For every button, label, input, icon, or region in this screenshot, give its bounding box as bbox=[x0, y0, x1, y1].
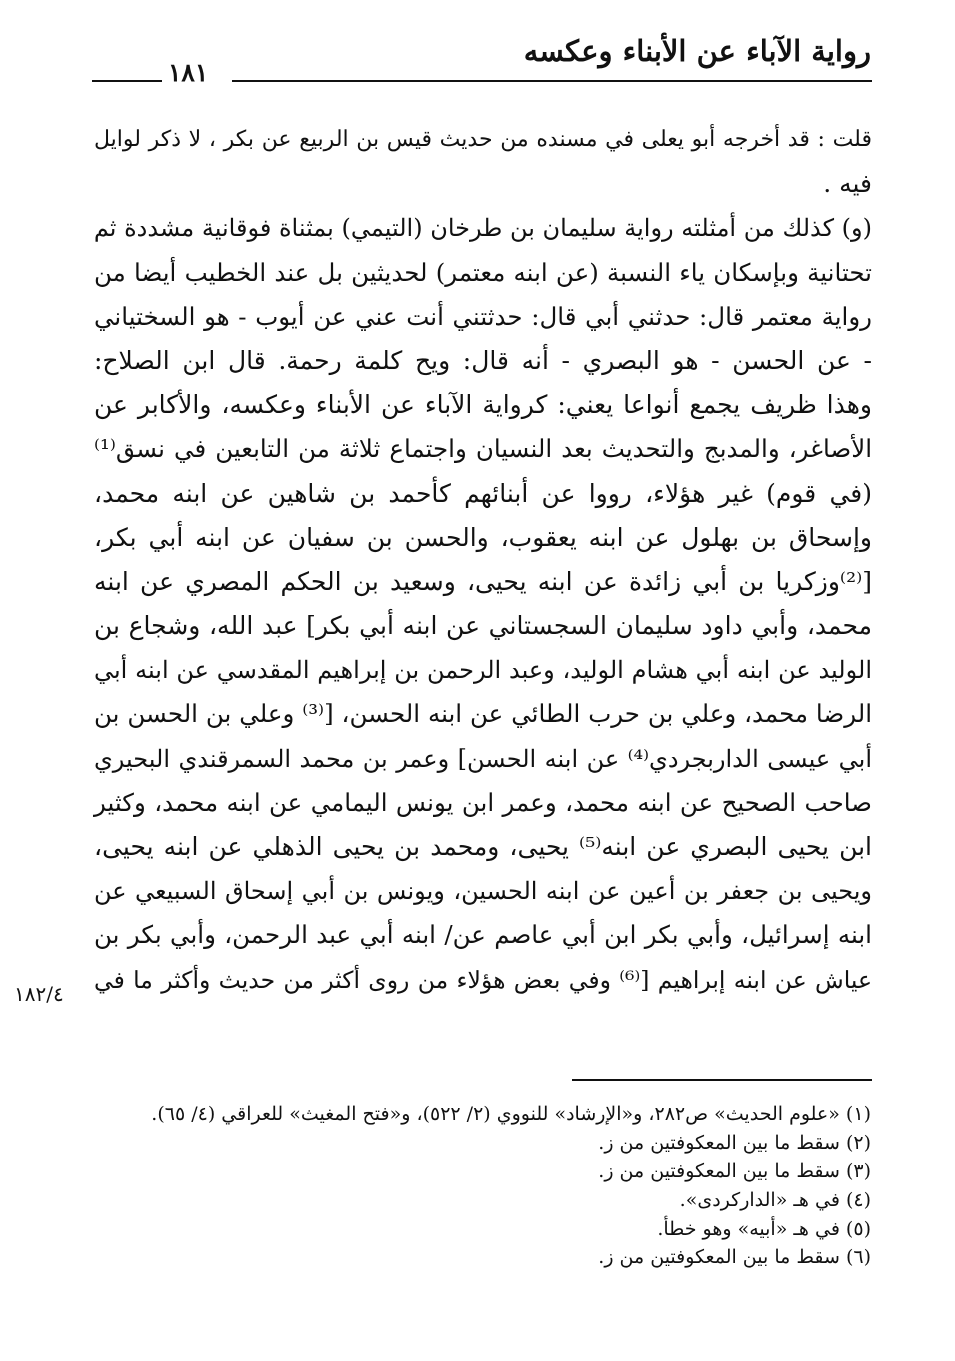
text-line: الوليد عن ابنه أبي هشام الوليد، وعبد الرحمن بن إبراهيم المقدسي عن ابنه أبي bbox=[94, 656, 872, 685]
footnote: (٢) سقط ما بين المعكوفتين من ز. bbox=[598, 1131, 871, 1154]
footnote: (٣) سقط ما بين المعكوفتين من ز. bbox=[598, 1160, 871, 1183]
text-line: (في قوم) غير هؤلاء، رووا عن أبنائهم كأحمد بن شاهين عن ابنه محمد، bbox=[94, 478, 872, 508]
text-line: رواية معتمر قال: حدثني أبي قال: حدثتني أنت عني عن أيوب - هو السختياني bbox=[94, 301, 872, 331]
text-line: عياش عن ابنه إبراهيم [⁽⁶⁾ وفي بعض هؤلاء من روى أكثر من حديث وأكثر ما في bbox=[94, 965, 872, 994]
footnotes bbox=[71, 1100, 871, 1272]
footnote: (٤) في هـ «الداركردى». bbox=[679, 1189, 871, 1212]
text-line: [⁽²⁾وزكريا بن أبي زائدة عن ابنه يحيى، وسعيد بن الحكم المصري عن ابنه bbox=[94, 566, 872, 596]
margin-reference: ١٨٢/٤ bbox=[14, 982, 64, 1006]
text-line: وإسحاق بن بهلول عن ابنه يعقوب، والحسن بن سفيان عن ابنه أبي بكر، bbox=[94, 522, 872, 552]
text-line: ابن يحيى البصري عن ابنه⁽⁵⁾ يحيى، ومحمد بن يحيى الذهلي عن ابنه يحيى، bbox=[94, 832, 872, 861]
text-line: أبي عيسى الداربجردي⁽⁴⁾ عن ابنه الحسن] وعمر بن محمد السمرقندي البحيري bbox=[94, 744, 873, 773]
footnote-separator bbox=[572, 1079, 872, 1081]
footnote: (١) «علوم الحديث» ص٢٨٢، و«الإرشاد» للنووي (٢/ ٥٢٢)، و«فتح المغيث» للعراقي (٤/ ٦٥). bbox=[151, 1103, 871, 1125]
text-line: فيه . bbox=[823, 169, 872, 199]
text-line: وهذا ظريف يجمع أنواعا يعني: كرواية الآباء عن الأبناء وعكسه، والأكابر عن bbox=[94, 390, 872, 420]
running-title: رواية الآباء عن الأبناء وعكسه bbox=[523, 34, 871, 68]
text-line: الرضا محمد، وعلي بن حرب الطائي عن ابنه الحسن، [⁽³⁾ وعلي بن الحسن بن bbox=[94, 699, 872, 729]
text-line: ابنه إسرائيل، وأبي بكر ابن أبي عاصم عن/ ابنه أبي عبد الرحمن، وأبي بكر بن bbox=[94, 920, 872, 950]
text-line: ويحيى بن جعفر بن أعين عن ابنه الحسين، ويونس بن أبي إسحاق السبيعي عن bbox=[94, 877, 872, 906]
text-line: الأصاغر، والمدبج والتحديث بعد النسيان واجتماع ثلاثة من التابعين في نسق⁽¹⁾ bbox=[94, 434, 872, 464]
header-rule-right bbox=[232, 80, 872, 82]
text-line: (و) كذلك من أمثلته رواية سليمان بن طرخان (التيمي) بمثناة فوقانية مشددة ثم bbox=[93, 214, 872, 243]
text-line: قلت : قد أخرجه أبو يعلى في مسنده من حديث قيس بن الربيع عن بكر ، لا ذكر لوايل bbox=[94, 127, 872, 152]
text-line: - عن الحسن - هو البصري - أنه قال: ويح كلمة رحمة. قال ابن الصلاح: bbox=[94, 345, 872, 375]
text-line: صاحب الصحيح عن ابنه محمد، وعمر ابن يونس اليمامي عن ابنه محمد، وكثير bbox=[94, 787, 872, 817]
text-line: محمد، وأبي داود سليمان السجستاني عن ابنه أبي بكر] عبد الله، وشجاع بن bbox=[94, 611, 872, 641]
header-rule-left bbox=[92, 80, 162, 82]
page-number: ١٨١ bbox=[168, 58, 209, 87]
main-text bbox=[94, 118, 872, 1002]
text-line: تحتانية وبإسكان ياء النسبة (عن ابنه معتمر) لحديثين بل عند الخطيب أيضا من bbox=[94, 257, 872, 287]
footnote: (٦) سقط ما بين المعكوفتين من ز. bbox=[598, 1246, 871, 1269]
footnote: (٥) في هـ «أبيه» وهو خطأ. bbox=[657, 1217, 871, 1240]
